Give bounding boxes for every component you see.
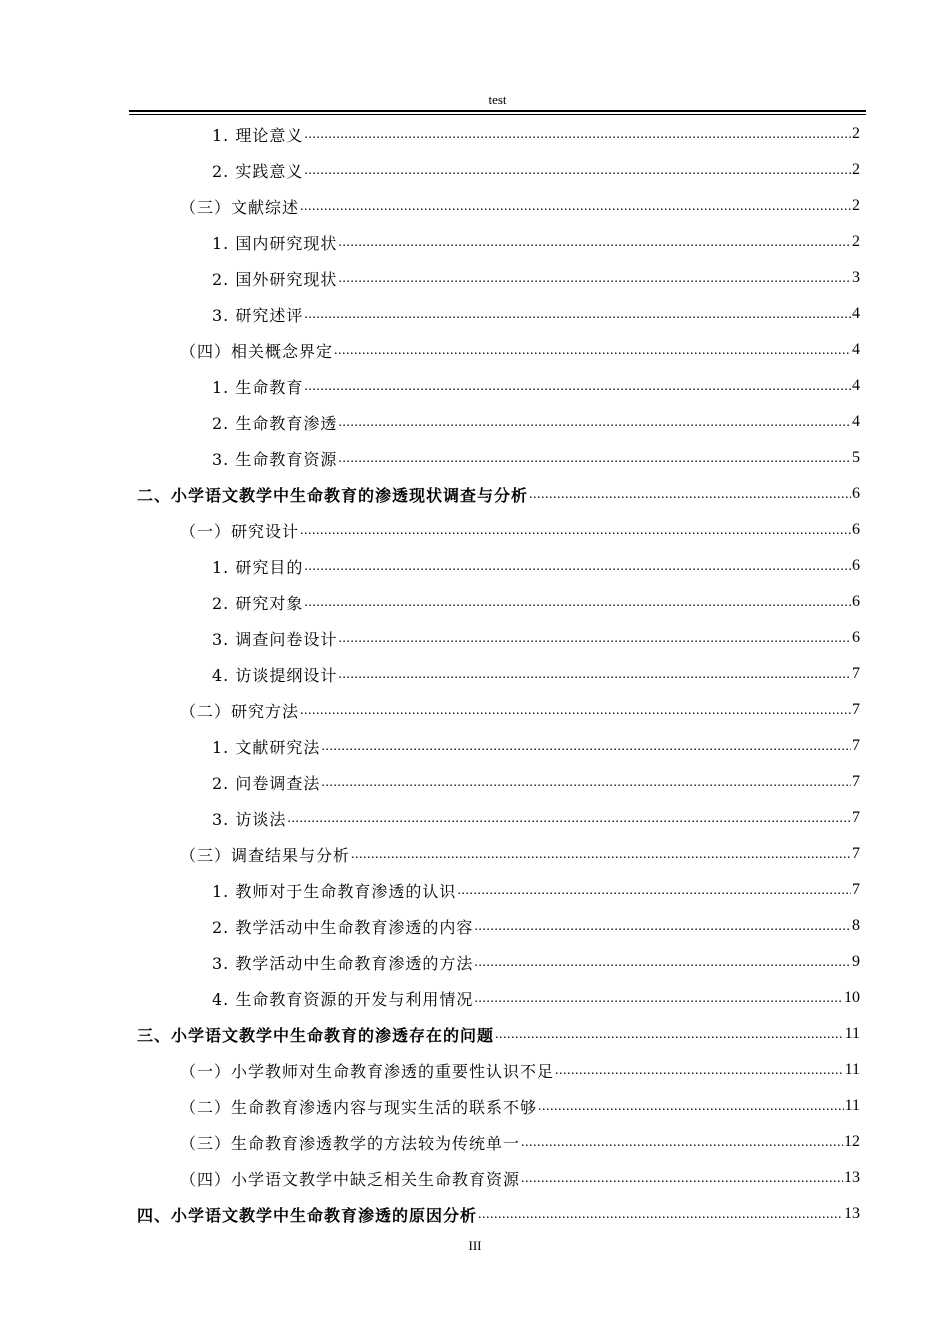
toc-entry-page: 10 [844,989,860,1006]
toc-entry-title: 4. 访谈提纲设计 [212,665,338,685]
toc-entry-title: （一）小学教师对生命教育渗透的重要性认识不足 [180,1061,555,1081]
toc-entry-title: 2. 问卷调查法 [212,773,321,793]
toc-entry-page: 6 [852,593,860,610]
toc-entry-page: 7 [852,773,860,790]
toc-entry-title: 3. 生命教育资源 [212,449,338,469]
toc-entry-page: 2 [852,233,860,250]
toc-entry-title: 2. 研究对象 [212,593,304,613]
toc-entry-page: 2 [852,125,860,142]
toc-entry[interactable] [0,764,860,800]
toc-entry[interactable] [0,1160,860,1196]
toc-entry-title: 3. 访谈法 [212,809,287,829]
toc-leader-dots [474,919,851,944]
toc-entry[interactable] [0,800,860,836]
toc-entry-page: 8 [852,917,860,934]
toc-entry-page: 4 [852,377,860,394]
toc-leader-dots [304,127,851,152]
toc-entry-page: 7 [852,881,860,898]
header-rule-thick [129,110,866,112]
toc-leader-dots [338,235,851,260]
toc-entry[interactable] [0,260,860,296]
toc-entry[interactable] [0,296,860,332]
toc-entry[interactable] [0,1016,860,1052]
toc-entry-title: 2. 生命教育渗透 [212,413,338,433]
toc-entry-page: 3 [852,269,860,286]
toc-entry-title: （二）生命教育渗透内容与现实生活的联系不够 [180,1097,538,1117]
toc-entry-title: 2. 实践意义 [212,161,304,181]
toc-entry-title: 3. 研究述评 [212,305,304,325]
toc-leader-dots [300,703,851,728]
toc-entry-title: 1. 国内研究现状 [212,233,338,253]
toc-entry[interactable] [0,332,860,368]
toc-leader-dots [538,1099,844,1124]
toc-leader-dots [529,487,851,512]
toc-entry[interactable] [0,728,860,764]
toc-entry[interactable] [0,944,860,980]
toc-entry[interactable] [0,908,860,944]
toc-entry[interactable] [0,1052,860,1088]
toc-leader-dots [304,559,851,584]
page-header: test [488,92,507,107]
toc-entry[interactable] [0,188,860,224]
toc-entry-page: 12 [844,1133,860,1150]
toc-leader-dots [474,991,843,1016]
toc-leader-dots [334,343,851,368]
toc-entry-page: 7 [852,809,860,826]
toc-entry-title: （四）相关概念界定 [180,341,334,361]
toc-leader-dots [495,1027,844,1052]
toc-entry-title: 二、小学语文教学中生命教育的渗透现状调查与分析 [137,485,529,505]
toc-entry-page: 13 [844,1169,860,1186]
toc-entry-title: 2. 国外研究现状 [212,269,338,289]
toc-entry-page: 7 [852,845,860,862]
toc-entry[interactable] [0,1124,860,1160]
toc-entry-page: 6 [852,521,860,538]
toc-leader-dots [521,1135,843,1160]
toc-entry[interactable] [0,116,860,152]
toc-entry[interactable] [0,404,860,440]
toc-entry-title: 四、小学语文教学中生命教育渗透的原因分析 [137,1205,478,1225]
toc-leader-dots [338,415,851,440]
toc-entry-page: 11 [844,1097,860,1114]
toc-entry-page: 6 [852,557,860,574]
toc-entry[interactable] [0,1196,860,1232]
toc-entry-title: 3. 调查问卷设计 [212,629,338,649]
toc-entry-title: （二）研究方法 [180,701,300,721]
toc-leader-dots [287,811,851,836]
toc-entry-title: （三）生命教育渗透教学的方法较为传统单一 [180,1133,521,1153]
toc-leader-dots [338,667,851,692]
toc-entry-title: 1. 文献研究法 [212,737,321,757]
toc-entry-page: 7 [852,737,860,754]
toc-entry-title: （三）文献综述 [180,197,300,217]
toc-leader-dots [521,1171,843,1196]
header-rule-thin [129,114,866,115]
toc-entry-page: 13 [844,1205,860,1222]
toc-entry-title: （三）调查结果与分析 [180,845,351,865]
toc-leader-dots [338,271,851,296]
toc-entry-title: 1. 研究目的 [212,557,304,577]
toc-entry[interactable] [0,152,860,188]
toc-entry-title: 1. 教师对于生命教育渗透的认识 [212,881,457,901]
toc-entry[interactable] [0,1088,860,1124]
toc-leader-dots [351,847,851,872]
toc-entry-title: 3. 教学活动中生命教育渗透的方法 [212,953,474,973]
toc-entry-page: 11 [844,1061,860,1078]
toc-entry-title: 三、小学语文教学中生命教育的渗透存在的问题 [137,1025,495,1045]
toc-entry-page: 7 [852,665,860,682]
toc-entry[interactable] [0,476,860,512]
toc-entry-title: 1. 生命教育 [212,377,304,397]
toc-entry[interactable] [0,548,860,584]
toc-entry-page: 6 [852,485,860,502]
toc-entry-page: 2 [852,197,860,214]
toc-entry-page: 4 [852,413,860,430]
table-of-contents [0,116,950,1232]
toc-leader-dots [300,199,851,224]
toc-entry-title: 1. 理论意义 [212,125,304,145]
toc-leader-dots [338,631,851,656]
toc-entry[interactable] [0,224,860,260]
toc-entry[interactable] [0,440,860,476]
toc-leader-dots [304,379,851,404]
toc-entry-page: 6 [852,629,860,646]
toc-leader-dots [304,307,851,332]
toc-leader-dots [474,955,851,980]
toc-leader-dots [304,595,851,620]
toc-entry-title: 4. 生命教育资源的开发与利用情况 [212,989,474,1009]
toc-leader-dots [555,1063,844,1088]
toc-entry-page: 11 [844,1025,860,1042]
toc-leader-dots [321,775,851,800]
toc-leader-dots [338,451,851,476]
toc-leader-dots [478,1207,843,1232]
toc-entry-page: 9 [852,953,860,970]
toc-entry[interactable] [0,512,860,548]
toc-leader-dots [457,883,851,908]
toc-entry-page: 7 [852,701,860,718]
toc-entry-page: 5 [852,449,860,466]
toc-entry-title: （四）小学语文教学中缺乏相关生命教育资源 [180,1169,521,1189]
toc-entry[interactable] [0,836,860,872]
toc-entry-page: 4 [852,305,860,322]
toc-entry-title: 2. 教学活动中生命教育渗透的内容 [212,917,474,937]
toc-leader-dots [304,163,851,188]
page-number: III [468,1238,482,1253]
toc-entry[interactable] [0,656,860,692]
toc-entry-page: 2 [852,161,860,178]
toc-entry[interactable] [0,368,860,404]
toc-entry[interactable] [0,692,860,728]
toc-leader-dots [321,739,851,764]
toc-entry-title: （一）研究设计 [180,521,300,541]
toc-entry[interactable] [0,980,860,1016]
toc-entry[interactable] [0,584,860,620]
toc-entry-page: 4 [852,341,860,358]
toc-entry[interactable] [0,872,860,908]
toc-entry[interactable] [0,620,860,656]
toc-leader-dots [300,523,851,548]
